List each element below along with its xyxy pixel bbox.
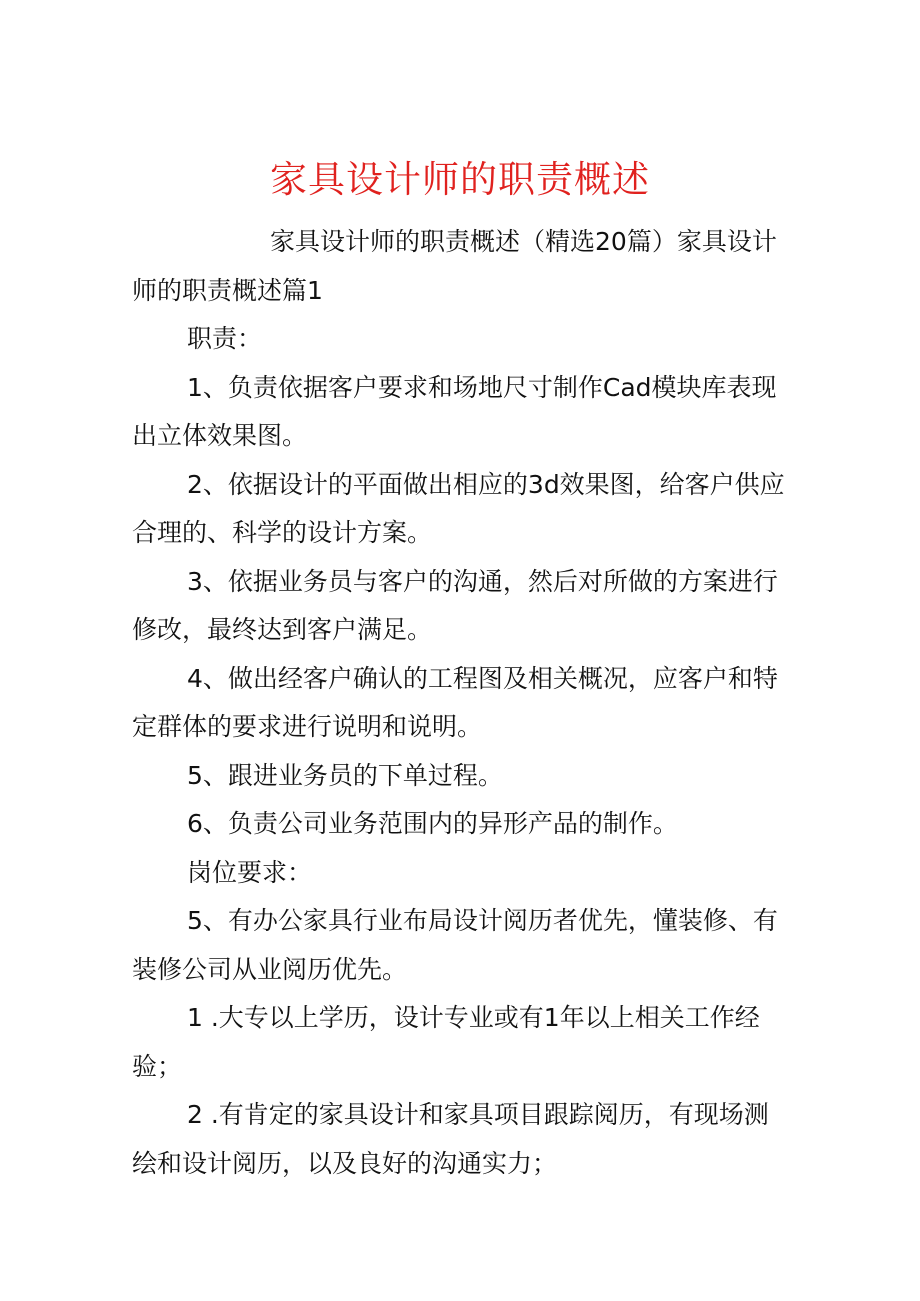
requirement-item-2: 2 .有肯定的家具设计和家具项目跟踪阅历，有现场测绘和设计阅历，以及良好的沟通实力； — [132, 1100, 769, 1178]
duty-item-5: 5、跟进业务员的下单过程。 — [187, 760, 503, 790]
duty-item-2: 2、依据设计的平面做出相应的3d效果图，给客户供应合理的、科学的设计方案。 — [132, 469, 785, 547]
requirement-item-5: 5、有办公家具行业布局设计阅历者优先，懂装修、有装修公司从业阅历优先。 — [132, 906, 778, 984]
duty-item-4: 4、做出经客户确认的工程图及相关概况，应客户和特定群体的要求进行说明和说明。 — [132, 663, 778, 741]
requirement-item-1: 1 .大专以上学历，设计专业或有1年以上相关工作经验； — [132, 1003, 760, 1081]
duty-item-1: 1、负责依据客户要求和场地尺寸制作Cad模块库表现出立体效果图。 — [132, 372, 777, 450]
section-heading-duties: 职责： — [187, 324, 263, 353]
duty-item-6: 6、负责公司业务范围内的异形产品的制作。 — [187, 809, 678, 838]
intro-paragraph: 家具设计师的职责概述（精选20篇）家具设计师的职责概述篇1 — [132, 227, 777, 305]
document-title: 家具设计师的职责概述 — [270, 158, 650, 201]
duty-item-3: 3、依据业务员与客户的沟通，然后对所做的方案进行修改，最终达到客户满足。 — [132, 566, 778, 644]
section-heading-requirements: 岗位要求： — [187, 857, 313, 887]
document-body — [132, 218, 792, 1188]
